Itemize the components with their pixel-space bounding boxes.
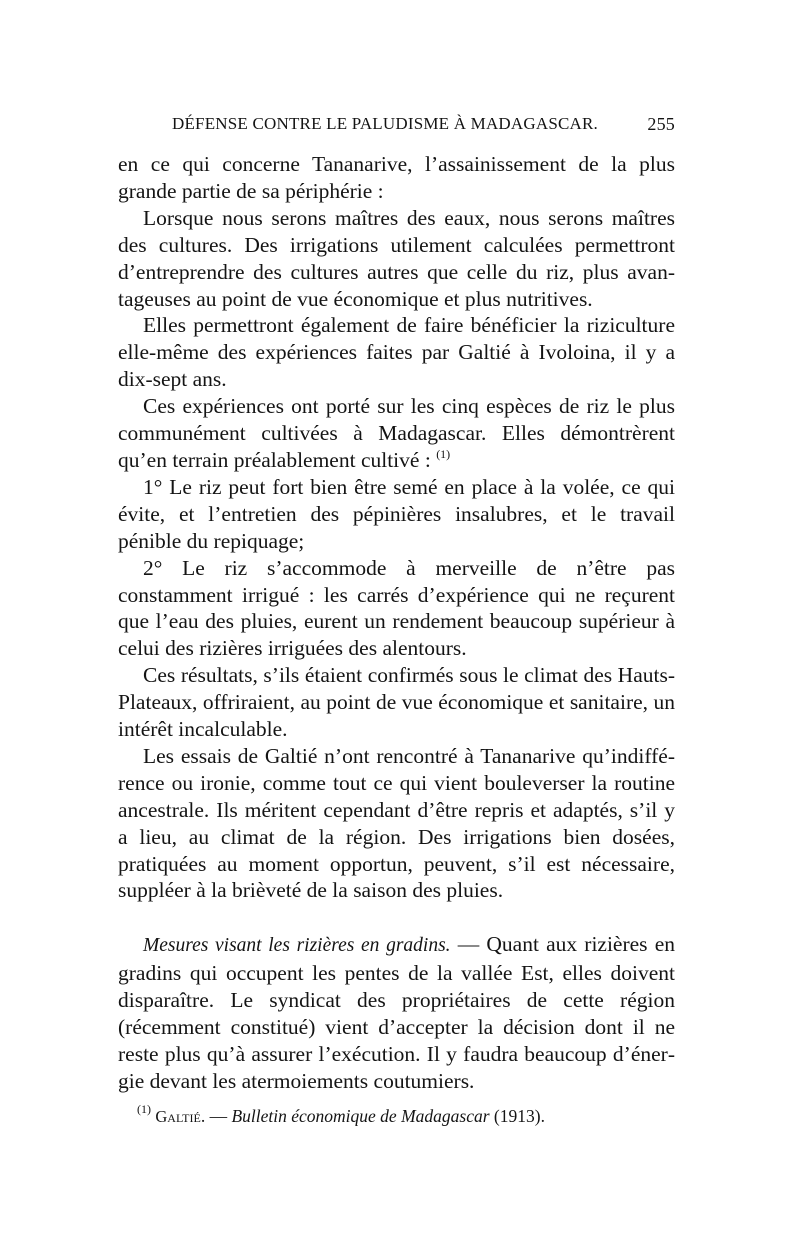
heading-dash: — <box>450 932 487 957</box>
paragraph: Lorsque nous serons maîtres des eaux, nous serons maîtres des cultures. Des irrigations utilement calculées permettront d’entreprendre des cultures autres que celle du riz, plus avantageuses au point de vue économique et plus nutritives. <box>118 205 675 311</box>
paragraph: Ces résultats, s’ils étaient confirmés sous le climat des Hauts-Plateaux, offriraient, au point de vue économique et sanitaire, un intérêt incalculable. <box>118 663 675 742</box>
page-number: 255 <box>647 114 675 134</box>
numbered-item: 1° Le riz peut fort bien être semé en place à la volée, ce qui évite, et l’entretien des pépinières insalubres, et le travail pénible du repiquage; <box>118 474 675 553</box>
footnote-year: (1913). <box>489 1106 545 1126</box>
paragraph: Les essais de Galtié n’ont rencontré à Tananarive qu’indifférence ou ironie, comme tout ce qui vient bouleverser la routine ancestrale. Ils méritent cependant d’être repris et adaptés, s’il y a lieu, au climat de la région. Des irrigations bien dosées, pratiquées au moment opportun, peuvent, s’il est nécessaire, suppléer à la brièveté de la saison des pluies. <box>118 743 675 903</box>
paragraph-with-footnote <box>118 393 675 474</box>
section-paragraph <box>118 931 675 1094</box>
paragraph: Elles permettront également de faire bénéficier la riziculture elle-même des expériences faites par Galtié à Ivoloina, il y a dix-sept ans. <box>118 313 675 392</box>
paragraph-text: Ces expériences ont porté sur les cinq espèces de riz le plus communément cultivées à Madagascar. Elles démontrèrent qu’en terrain préalablement cultivé : <box>118 394 675 472</box>
paragraph-continued: en ce qui concerne Tananarive, l’assainissement de la plus grande partie de sa périphérie : <box>118 152 675 203</box>
footnote-reference: (1) <box>436 446 451 461</box>
footnote-separator: . — <box>200 1106 232 1126</box>
footnote-marker: (1) <box>137 1102 151 1116</box>
section-heading: Mesures visant les rizières en gradins. <box>143 935 451 957</box>
running-title: DÉFENSE CONTRE LE PALUDISME À MADAGASCAR. <box>172 114 598 133</box>
body-text <box>118 151 675 1095</box>
footnote <box>137 1102 697 1127</box>
numbered-item: 2° Le riz s’accommode à merveille de n’être pas constamment irrigué : les carrés d’expérience qui ne reçurent que l’eau des pluies, eurent un rendement beaucoup supérieur à celui des rizières irriguées des alentours. <box>118 555 675 661</box>
footnote-author: Galtié <box>155 1107 201 1126</box>
section-text: Quant aux rizières en gradins qui occupent les pentes de la vallée Est, elles doivent disparaître. Le syndicat des propriétaires de cette région (récemment constitué) vient d’accepter la décision dont il ne reste plus qu’à assurer l’exécution. Il y faudra beaucoup d’énergie devant les atermoiements coutumiers. <box>118 932 675 1093</box>
footnote-source: Bulletin économique de Madagascar <box>231 1106 490 1126</box>
